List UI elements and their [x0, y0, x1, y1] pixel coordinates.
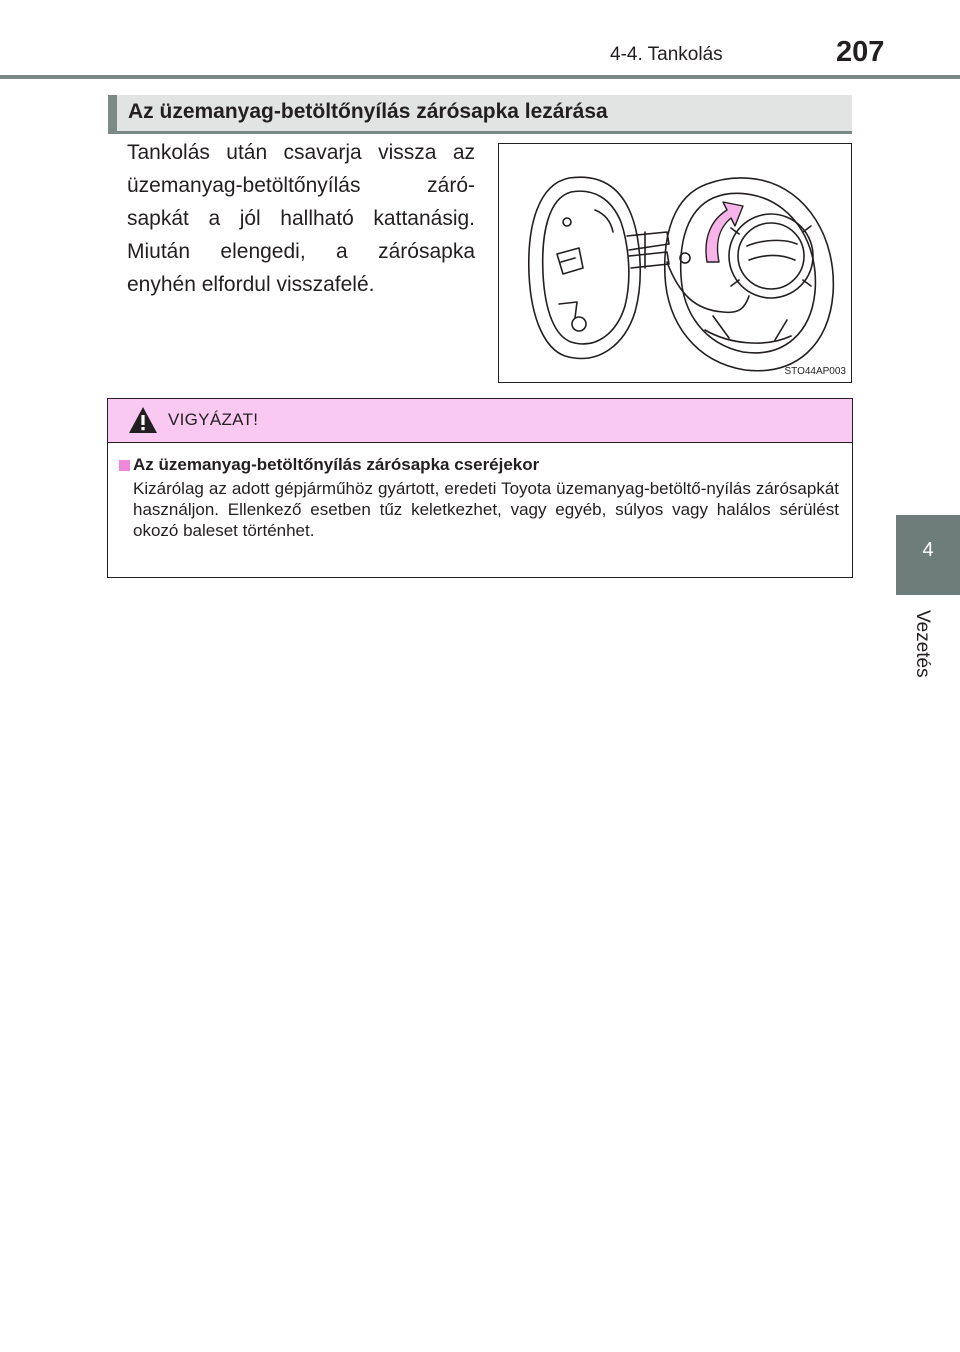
chapter-tab	[896, 515, 960, 595]
header-rule	[0, 75, 960, 79]
chapter-number: 4	[922, 539, 934, 561]
caution-header	[108, 399, 852, 443]
warning-triangle-icon	[128, 406, 158, 434]
chapter-label: Vezetés	[912, 610, 933, 678]
instruction-paragraph: Tankolás után csavarja vissza az üzemanyag-betöltőnyílás záró-sapkát a jól hallható kattanásig. Miután elengedi, a zárósapka enyhén elfordul visszafelé.	[127, 141, 475, 296]
page-number: 207	[836, 36, 885, 68]
chapter-label-container	[910, 610, 934, 690]
section-heading	[108, 95, 852, 131]
figure-code: STO44AP003	[784, 366, 846, 377]
section-heading-text: Az üzemanyag-betöltőnyílás zárósapka lezárása	[128, 100, 608, 123]
caution-subheading: Az üzemanyag-betöltőnyílás zárósapka cseréjekor	[133, 455, 540, 474]
bullet-square-icon	[119, 460, 130, 471]
running-header-section: 4-4. Tankolás	[610, 44, 723, 65]
fuel-door-drawing	[499, 144, 851, 382]
caution-body-text: Kizárólag az adott gépjárműhöz gyártott, eredeti Toyota üzemanyag-betöltő-nyílás zárósapkát használjon. Ellenkező esetben tűz keletkezhet, vagy egyéb, súlyos vagy halálos sérülést okozó baleset történhet.	[133, 479, 839, 540]
caution-title: VIGYÁZAT!	[168, 410, 259, 429]
caution-box	[107, 398, 853, 578]
fuel-cap-illustration	[498, 143, 852, 383]
